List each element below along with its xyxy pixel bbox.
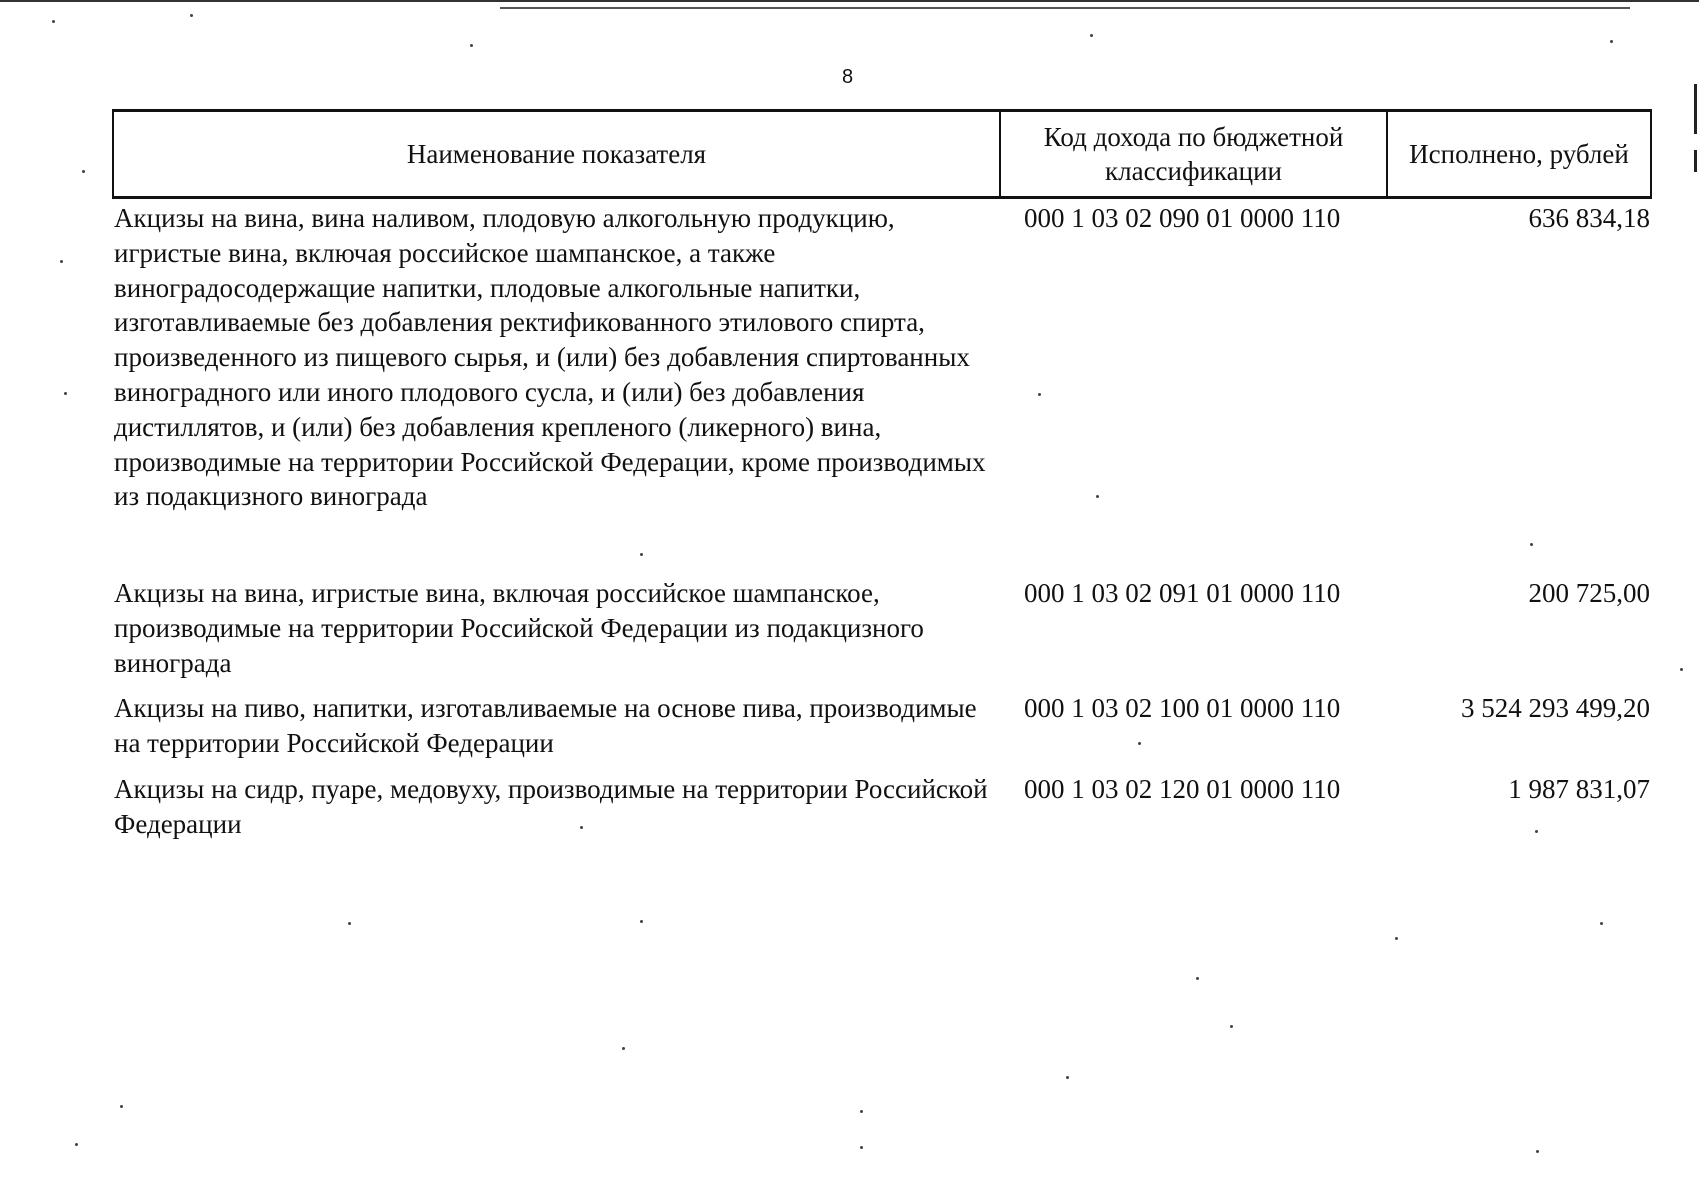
scan-edge-mark (1694, 150, 1697, 172)
row-name: Акцизы на вина, игристые вина, включая российское шампанское, производимые на территории Российской Федерации из подакцизного винограда (114, 578, 924, 678)
row-amount: 200 725,00 (1528, 578, 1650, 608)
scan-speck (1038, 393, 1041, 396)
scan-speck (75, 1143, 78, 1146)
scan-speck (1230, 1025, 1233, 1028)
row-code: 000 1 03 02 091 01 0000 110 (1024, 578, 1341, 608)
scan-speck (348, 922, 351, 925)
row-code: 000 1 03 02 120 01 0000 110 (1024, 774, 1341, 804)
row-amount: 1 987 831,07 (1508, 774, 1650, 804)
scan-speck (1536, 1150, 1539, 1153)
scan-speck (1600, 922, 1603, 925)
scan-speck (52, 20, 55, 23)
row-name: Акцизы на вина, вина наливом, плодовую алкогольную продукцию, игристые вина, включая российское шампанское, а также виноградосодержащие напитки, плодовые алкогольные напитки, изготавливаемые без добавления ректификованного этилового спирта, произведенного из пищевого сырья, и (или) без добавления спиртованных виноградного или иного плодового сусла, и (или) без добавления дистиллятов, и (или) без добавления крепленого (ликерного) вина, производимые на территории Российской Федерации, кроме производимых из подакцизного винограда (114, 203, 986, 512)
scan-speck (82, 170, 85, 173)
scan-speck (1535, 830, 1538, 833)
scan-speck (1680, 668, 1683, 671)
row-code: 000 1 03 02 100 01 0000 110 (1024, 693, 1341, 723)
scan-speck (1090, 34, 1093, 37)
scan-speck (1395, 937, 1398, 940)
scan-speck (60, 260, 63, 263)
row-code: 000 1 03 02 090 01 0000 110 (1024, 203, 1341, 233)
header-amount: Исполнено, рублей (1409, 139, 1629, 169)
scan-speck (64, 392, 67, 395)
table-header (112, 109, 1652, 199)
scan-border-line (500, 7, 1630, 9)
scan-speck (640, 920, 643, 923)
header-name: Наименование показателя (114, 112, 1001, 196)
scan-speck (860, 1146, 863, 1149)
scan-speck (120, 1105, 123, 1108)
scan-speck (1138, 742, 1141, 745)
scan-speck (1610, 40, 1613, 43)
page-number: 8 (841, 66, 854, 88)
scan-speck (470, 44, 473, 47)
scan-speck (190, 14, 193, 17)
scan-speck (1096, 495, 1099, 498)
scan-speck (860, 1110, 863, 1113)
row-name: Акцизы на сидр, пуаре, медовуху, производимые на территории Российской Федерации (114, 774, 988, 839)
row-amount: 3 524 293 499,20 (1461, 693, 1650, 723)
header-code: Код дохода по бюджетной классификации (1001, 112, 1388, 196)
scan-speck (622, 1047, 625, 1050)
scan-speck (580, 826, 583, 829)
scan-speck (1066, 1076, 1069, 1079)
scan-speck (1530, 543, 1533, 546)
scan-speck (1196, 977, 1199, 980)
scan-speck (640, 553, 643, 556)
scan-edge-mark (1694, 84, 1697, 134)
row-name: Акцизы на пиво, напитки, изготавливаемые на основе пива, производимые на территории Российской Федерации (114, 693, 977, 758)
scan-border-line (0, 0, 1699, 2)
row-amount: 636 834,18 (1528, 203, 1650, 233)
